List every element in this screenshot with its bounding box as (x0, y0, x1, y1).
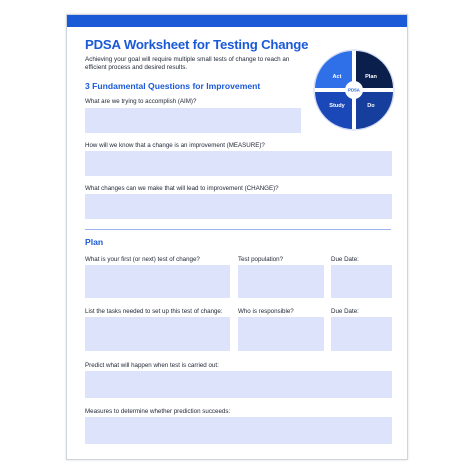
responsible-field[interactable] (238, 317, 324, 351)
fundamentals-heading: 3 Fundamental Questions for Improvement (85, 81, 261, 91)
measure-question: How will we know that a change is an improvement (MEASURE)? (85, 142, 265, 149)
tasks-field[interactable] (85, 317, 230, 351)
study-label: Study (329, 103, 345, 109)
due-date-label-2: Due Date: (331, 308, 359, 315)
tasks-label: List the tasks needed to set up this test of change: (85, 308, 223, 315)
section-divider (85, 229, 391, 230)
predict-field[interactable] (85, 371, 392, 398)
act-quadrant (315, 51, 352, 88)
measures-label: Measures to determine whether prediction succeeds: (85, 408, 231, 415)
pdsa-cycle-diagram (313, 49, 395, 131)
measures-field[interactable] (85, 417, 392, 444)
responsible-label: Who is responsible? (238, 308, 294, 315)
aim-question: What are we trying to accomplish (AIM)? (85, 98, 197, 105)
test-of-change-label: What is your first (or next) test of change? (85, 256, 200, 263)
worksheet-page (66, 14, 408, 460)
aim-answer-field[interactable] (85, 108, 301, 133)
test-population-field[interactable] (238, 265, 324, 298)
plan-label: Plan (365, 74, 377, 80)
do-quadrant (356, 92, 393, 129)
page-title: PDSA Worksheet for Testing Change (85, 37, 309, 52)
intro-text: Achieving your goal will require multiple small tests of change to reach an efficient process and desired results. (85, 56, 290, 71)
test-population-label: Test population? (238, 256, 284, 263)
do-label: Do (367, 103, 375, 109)
measure-answer-field[interactable] (85, 151, 392, 176)
change-answer-field[interactable] (85, 194, 392, 219)
due-date-field[interactable] (331, 265, 392, 298)
due-date-label: Due Date: (331, 256, 359, 263)
change-question: What changes can we make that will lead to improvement (CHANGE)? (85, 185, 279, 192)
pdsa-center-label: PDSA (348, 87, 360, 93)
act-label: Act (332, 74, 342, 80)
header-bar (67, 15, 407, 27)
plan-quadrant (356, 51, 393, 88)
study-quadrant (315, 92, 352, 129)
plan-heading: Plan (85, 237, 104, 247)
test-of-change-field[interactable] (85, 265, 230, 298)
due-date-field-2[interactable] (331, 317, 392, 351)
predict-label: Predict what will happen when test is carried out: (85, 362, 219, 369)
